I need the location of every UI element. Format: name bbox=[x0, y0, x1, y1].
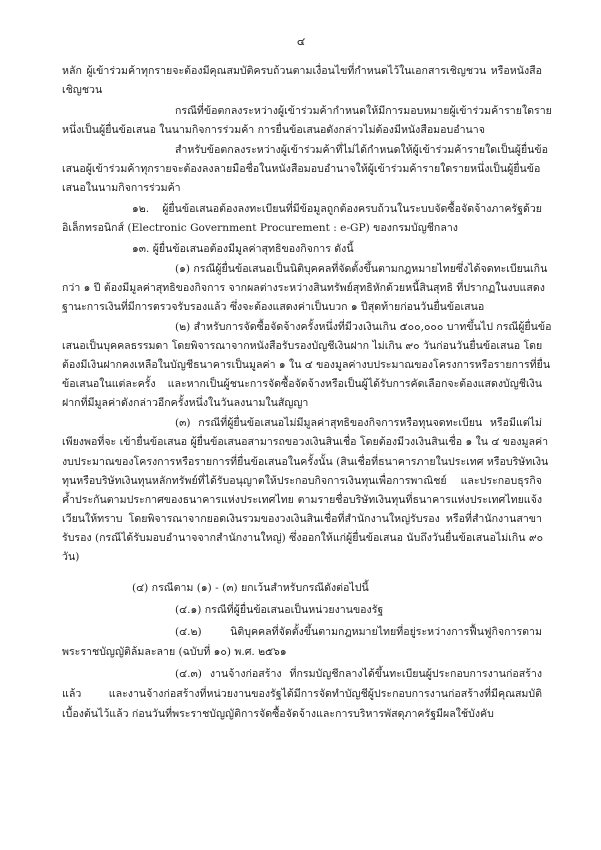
paragraph-line: (๔) กรณีตาม (๑) - (๓) ยกเว้นสำหรับกรณีดังต่อไปนี้ bbox=[132, 582, 369, 594]
paragraph-line: งบประมาณของโครงการหรือรายการที่ยื่นข้อเสนอในครั้งนั้น (สินเชื่อที่ธนาคารภายในประเทศ หรือบริษัทเงิน bbox=[62, 456, 549, 468]
paragraph-line: เสนอผู้เข้าร่วมค้าทุกรายจะต้องลงลายมือชื่อในหนังสือมอบอำนาจให้ผู้เข้าร่วมค้ารายใดรายหนึ่งเป็นผู้ยื่นข้อ bbox=[62, 163, 541, 175]
paragraph-line: แล้ว และงานจ้างก่อสร้างที่หน่วยงานของรัฐได้มีการจัดทำบัญชีผู้ประกอบการงานก่อสร้างที่มีคุณสมบัติ bbox=[62, 688, 542, 700]
paragraph-line: เบื้องต้นไว้แล้ว ก่อนวันที่พระราชบัญญัติการจัดซื้อจัดจ้างและการบริหารพัสดุภาครัฐมีผลใช้บังคับ bbox=[62, 708, 494, 720]
paragraph-line: ๑๓. ผู้ยื่นข้อเสนอต้องมีมูลค่าสุทธิของกิจการ ดังนี้ bbox=[132, 243, 354, 255]
paragraph-line: หนึ่งเป็นผู้ยื่นข้อเสนอ ในนามกิจการร่วมค้า การยื่นข้อเสนอดังกล่าวไม่ต้องมีหนังสือมอบอำนาจ bbox=[62, 124, 485, 136]
paragraph-line: กรณีที่ข้อตกลงระหว่างผู้เข้าร่วมค้ากำหนดให้มีการมอบหมายผู้เข้าร่วมค้ารายใดราย bbox=[175, 105, 552, 117]
paragraph-line: ทุนหรือบริษัทเงินทุนหลักทรัพย์ที่ได้รับอนุญาตให้ประกอบกิจการเงินทุนเพื่อการพาณิชย์ และประกอบธุรกิจ bbox=[62, 475, 542, 487]
paragraph-line: ฐานะการเงินที่มีการตรวจรับรองแล้ว ซึ่งจะต้องแสดงค่าเป็นบวก ๑ ปีสุดท้ายก่อนวันยื่นข้อเสนอ bbox=[62, 301, 485, 313]
paragraph-line: ฝากที่มีมูลค่าดังกล่าวอีกครั้งหนึ่งในวันลงนามในสัญญา bbox=[62, 397, 309, 409]
paragraph-line: เวียนให้ทราบ โดยพิจารณาจากยอดเงินรวมของวงเงินสินเชื่อที่สำนักงานใหญ่รับรอง หรือที่สำนักงานสาขา bbox=[62, 513, 542, 525]
paragraph-line: อิเล็กทรอนิกส์ (Electronic Government Procurement : e-GP) ของกรมบัญชีกลาง bbox=[62, 222, 458, 234]
paragraph-line: ต้องมีเงินฝากคงเหลือในบัญชีธนาคารเป็นมูลค่า ๑ ใน ๔ ของมูลค่างบประมาณของโครงการหรือรายการที่ยื่น bbox=[62, 359, 551, 371]
paragraph-line: เพียงพอที่จะ เข้ายื่นข้อเสนอ ผู้ยื่นข้อเสนอสามารถขอวงเงินสินเชื่อ โดยต้องมีวงเงินสินเชื่อ ๑ ใน ๔ ของมูลค่า bbox=[62, 436, 549, 448]
paragraph-line: เสนอเป็นบุคคลธรรมดา โดยพิจารณาจากหนังสือรับรองบัญชีเงินฝาก ไม่เกิน ๙๐ วันก่อนวันยื่นข้อเสนอ โดย bbox=[62, 340, 543, 352]
paragraph-line: ๑๒. ผู้ยื่นข้อเสนอต้องลงทะเบียนที่มีข้อมูลถูกต้องครบถ้วนในระบบจัดซื้อจัดจ้างภาครัฐด้วย bbox=[132, 203, 542, 215]
paragraph-line: สำหรับข้อตกลงระหว่างผู้เข้าร่วมค้าที่ไม่ได้กำหนดให้ผู้เข้าร่วมค้ารายใดเป็นผู้ยื่นข้อ bbox=[175, 144, 549, 156]
paragraph-line: หลัก ผู้เข้าร่วมค้าทุกรายจะต้องมีคุณสมบัติครบถ้วนตามเงื่อนไขที่กำหนดไว้ในเอกสารเชิญชวน หรือหนังสือ bbox=[62, 65, 542, 77]
paragraph-line: พระราชบัญญัติล้มละลาย (ฉบับที่ ๑๐) พ.ศ. ๒๕๖๑ bbox=[62, 646, 287, 658]
paragraph-line: ค้ำประกันตามประกาศของธนาคารแห่งประเทศไทย ตามรายชื่อบริษัทเงินทุนที่ธนาคารแห่งประเทศไทยแจ้ง bbox=[62, 494, 542, 506]
paragraph-line: (๑) กรณีผู้ยื่นข้อเสนอเป็นนิติบุคคลที่จัดตั้งขึ้นตามกฎหมายไทยซึ่งได้จดทะเบียนเกิน bbox=[175, 263, 548, 275]
paragraph-line: (๒) สำหรับการจัดซื้อจัดจ้างครั้งหนึ่งที่มีวงเงินเกิน ๕๐๐,๐๐๐ บาทขึ้นไป กรณีผู้ยื่นข้อ bbox=[175, 321, 552, 333]
paragraph-line: (๔.๓) งานจ้างก่อสร้าง ที่กรมบัญชีกลางได้ขึ้นทะเบียนผู้ประกอบการงานก่อสร้าง bbox=[175, 668, 542, 680]
paragraph-line: ข้อเสนอในแต่ละครั้ง และหากเป็นผู้ชนะการจัดซื้อจัดจ้างหรือเป็นผู้ได้รับการคัดเลือกจะต้องแสดงบัญชีเงิน bbox=[62, 378, 542, 390]
page-number: ๔ bbox=[296, 35, 306, 48]
paragraph-line: (๔.๑) กรณีที่ผู้ยื่นข้อเสนอเป็นหน่วยงานของรัฐ bbox=[175, 604, 384, 616]
paragraph-line: เชิญชวน bbox=[62, 84, 103, 96]
paragraph-line: รับรอง (กรณีได้รับมอบอำนาจจากสำนักงานใหญ่) ซึ่งออกให้แก่ผู้ยื่นข้อเสนอ นับถึงวันยื่นข้อเสนอไม่เกิน ๙๐ bbox=[62, 532, 544, 544]
paragraph-line: วัน) bbox=[62, 551, 80, 563]
paragraph-line: เสนอในนามกิจการร่วมค้า bbox=[62, 182, 181, 194]
paragraph-line: (๔.๒) นิติบุคคลที่จัดตั้งขึ้นตามกฎหมายไทยที่อยู่ระหว่างการฟื้นฟูกิจการตาม bbox=[175, 626, 542, 638]
paragraph-line: (๓) กรณีที่ผู้ยื่นข้อเสนอไม่มีมูลค่าสุทธิของกิจการหรือทุนจดทะเบียน หรือมีแต่ไม่ bbox=[175, 417, 542, 429]
paragraph-line: กว่า ๑ ปี ต้องมีมูลค่าสุทธิของกิจการ จากผลต่างระหว่างสินทรัพย์สุทธิหักด้วยหนี้สินสุทธิ ที่ปรากฏในงบแสดง bbox=[62, 282, 545, 294]
